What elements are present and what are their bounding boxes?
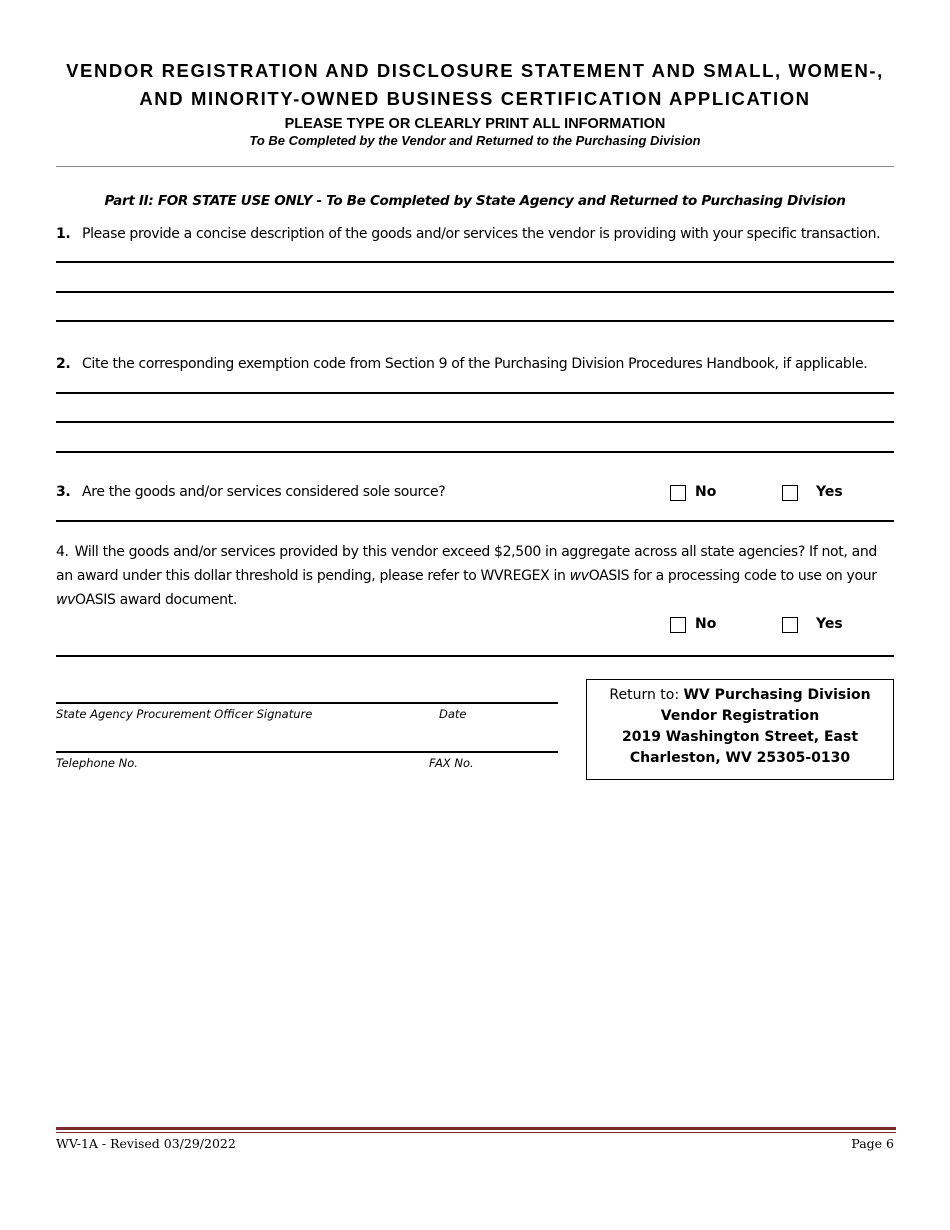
q4-yes-label: Yes	[816, 616, 843, 632]
fax-label: FAX No.	[429, 756, 474, 770]
return-org: WV Purchasing Division	[683, 687, 871, 703]
question-3-number: 3.	[56, 484, 71, 500]
question-3-text: Are the goods and/or services considered sole source?	[82, 484, 446, 500]
question-4-text-a: Will the goods and/or services provided by this vendor exceed $2,500 in aggregate across all state agencies? If not, and an award under this dollar threshold is pending, please refer to WVREGEX in	[56, 544, 877, 584]
answer-2-line-2[interactable]	[56, 421, 894, 423]
form-title-line1: VENDOR REGISTRATION AND DISCLOSURE STATEMENT AND SMALL, WOMEN-,	[66, 60, 884, 81]
question-4-number: 4.	[56, 544, 69, 560]
phone-fax-line[interactable]	[56, 751, 558, 753]
question-4-text-c: OASIS award document.	[75, 592, 237, 608]
q3-yes-checkbox[interactable]	[782, 485, 798, 501]
q3-yes-label: Yes	[816, 484, 843, 500]
question-1	[56, 222, 894, 246]
return-dept: Vendor Registration	[660, 708, 820, 724]
return-city: Charleston, WV 25305-0130	[629, 750, 851, 766]
question-2-number: 2.	[56, 356, 71, 372]
question-2	[56, 352, 894, 376]
answer-1-line-3[interactable]	[56, 320, 894, 322]
page-number: Page 6	[851, 1136, 894, 1151]
completion-note: To Be Completed by the Vendor and Returned to the Purchasing Division	[249, 133, 701, 148]
q4-no-checkbox[interactable]	[670, 617, 686, 633]
question-4	[56, 540, 894, 612]
question-1-number: 1.	[56, 226, 71, 242]
telephone-label: Telephone No.	[56, 756, 138, 770]
date-label: Date	[439, 707, 467, 721]
header-divider	[56, 166, 894, 167]
return-street: 2019 Washington Street, East	[621, 729, 859, 745]
q3-no-label: No	[695, 484, 717, 500]
q4-no-label: No	[695, 616, 717, 632]
q3-no-checkbox[interactable]	[670, 485, 686, 501]
question-1-text: Please provide a concise description of the goods and/or services the vendor is providing with your specific transaction.	[82, 226, 881, 242]
return-prefix: Return to:	[609, 687, 684, 703]
question-4-text-b: OASIS for a processing code to use on your	[588, 568, 877, 584]
question-4-wv-2: wv	[56, 592, 76, 608]
question-3	[56, 480, 616, 504]
form-title-line2: AND MINORITY-OWNED BUSINESS CERTIFICATION APPLICATION	[139, 88, 811, 109]
form-revision: WV-1A - Revised 03/29/2022	[56, 1136, 236, 1151]
q4-divider	[56, 655, 894, 657]
question-4-wv-1: wv	[569, 568, 589, 584]
print-instruction: PLEASE TYPE OR CLEARLY PRINT ALL INFORMATION	[284, 116, 666, 132]
answer-2-line-1[interactable]	[56, 392, 894, 394]
officer-signature-line[interactable]	[56, 702, 558, 704]
footer-rule-thin	[56, 1132, 896, 1133]
question-2-text: Cite the corresponding exemption code from Section 9 of the Purchasing Division Procedures Handbook, if applicable.	[82, 356, 868, 372]
answer-2-line-3[interactable]	[56, 451, 894, 453]
answer-1-line-2[interactable]	[56, 291, 894, 293]
part2-heading: Part II: FOR STATE USE ONLY - To Be Completed by State Agency and Returned to Purchasing Division	[104, 193, 846, 209]
q4-yes-checkbox[interactable]	[782, 617, 798, 633]
return-address-box	[586, 679, 894, 780]
answer-1-line-1[interactable]	[56, 261, 894, 263]
footer-rule-thick	[56, 1127, 896, 1130]
q3-divider	[56, 520, 894, 522]
officer-signature-label: State Agency Procurement Officer Signature	[56, 707, 313, 721]
